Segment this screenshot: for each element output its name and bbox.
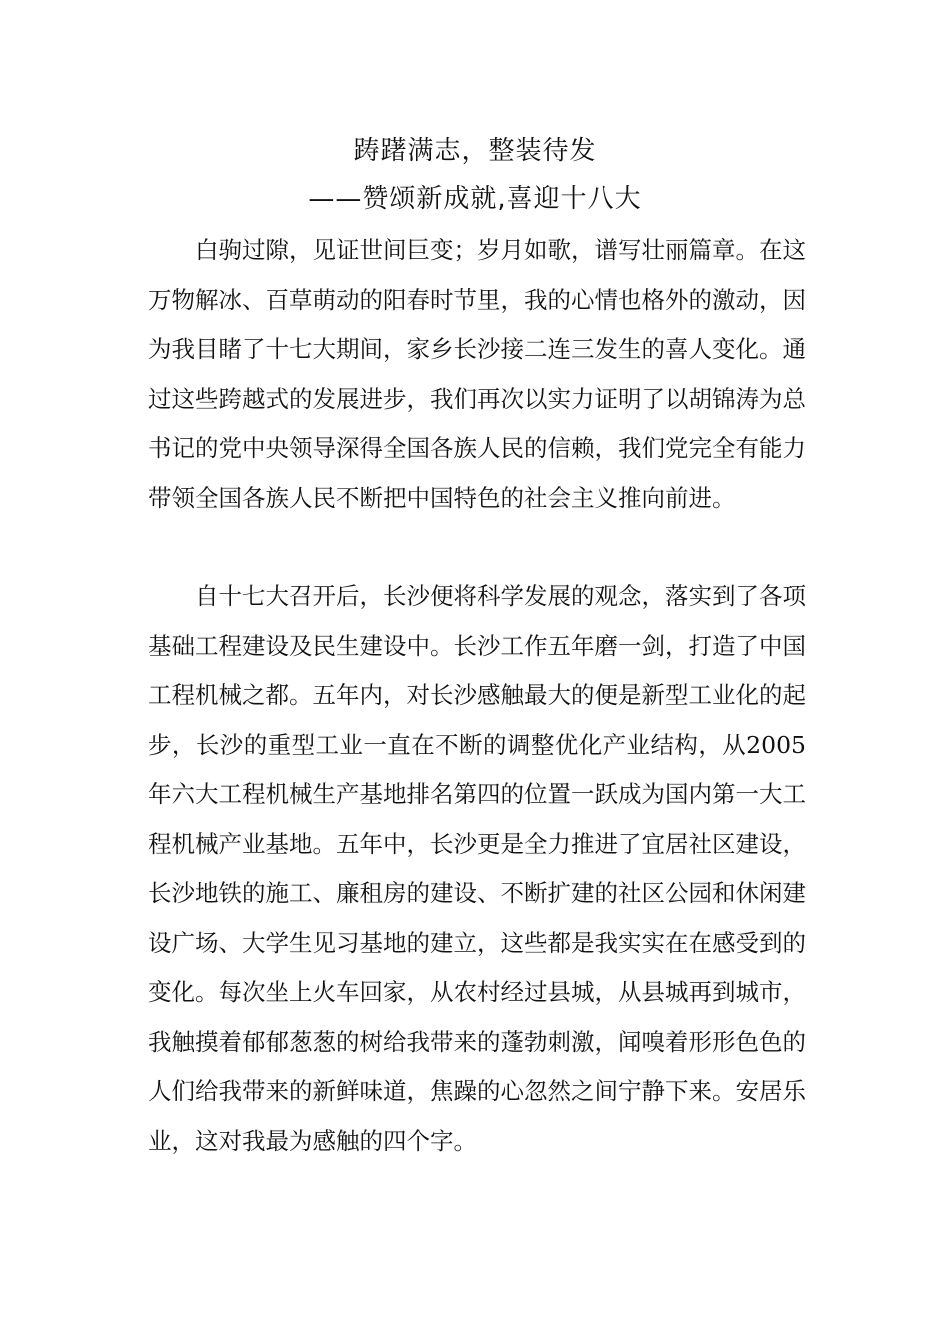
paragraph: 白驹过隙，见证世间巨变；岁月如歌，谱写壮丽篇章。在这万物解冰、百草萌动的阳春时节里，我的心情也格外的激动，因为我目睹了十七大期间，家乡长沙接二连三发生的喜人变化。通过这些跨越式的发展进步，我们再次以实力证明了以胡锦涛为总书记的党中央领导深得全国各族人民的信赖，我们党完全有能力带领全国各族人民不断把中国特色的社会主义推向前进。 (148, 236, 806, 512)
document-title: 踌躇满志，整装待发 (353, 136, 597, 166)
paragraph: 自十七大召开后，长沙便将科学发展的观念，落实到了各项基础工程建设及民生建设中。长沙工作五年磨一剑，打造了中国工程机械之都。五年内，对长沙感触最大的便是新型工业化的起步，长沙的重型工业一直在不断的调整优化产业结构，从2005年六大工程机械生产基地排名第四的位置一跃成为国内第一大工程机械产业基地。五年中，长沙更是全力推进了宜居社区建设，长沙地铁的施工、廉租房的建设、不断扩建的社区公园和休闲建设广场、大学生见习基地的建立，这些都是我实实在在感受到的变化。每次坐上火车回家，从农村经过县城，从县城再到城市，我触摸着郁郁葱葱的树给我带来的蓬勃刺激，闻嗅着形形色色的人们给我带来的新鲜味道，焦躁的心忽然之间宁静下来。安居乐业，这对我最为感触的四个字。 (148, 582, 806, 1155)
document-subtitle: ——赞颂新成就,喜迎十八大 (308, 184, 642, 214)
